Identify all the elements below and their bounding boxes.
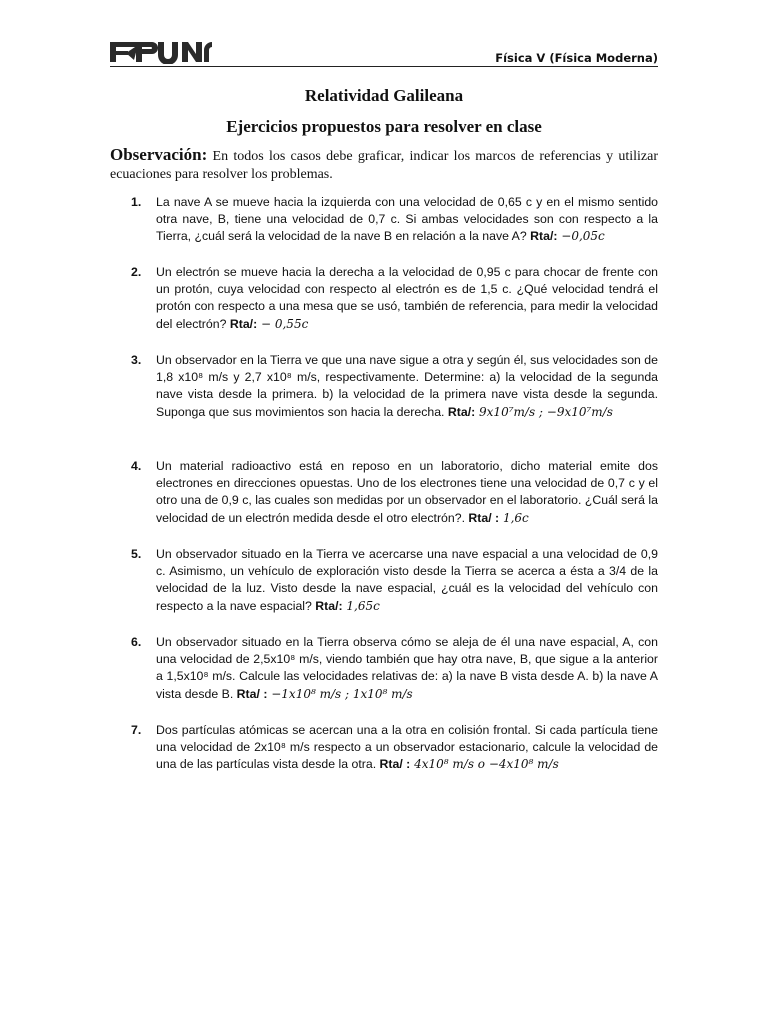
answer-label: Rta/ : bbox=[236, 686, 268, 701]
exercise-text: Un observador en la Tierra ve que una nave sigue a otra y según él, sus velocidades son de 1,8 x10⁸ m/s y 2,7 x10⁸ m/s, respectivamente. Determine: a) la velocidad de la segunda nave vista desde la primera. b) la velocidad de la primera nave vista desde la segunda. Suponga que sus movimientos son hacia la derecha. bbox=[156, 353, 658, 419]
exercise-text: Un observador situado en la Tierra observa cómo se aleja de él una nave espacial, A, con una velocidad de 2,5x10⁸ m/s, viendo también que hay otra nave, B, que sigue a la anterior a 1,5x10⁸ m/s. Calcule las velocidades relativas de: a) la nave B vista desde A. b) la nave A vista desde B. bbox=[156, 635, 658, 701]
exercise-6 bbox=[131, 634, 658, 703]
answer-value: −0,05c bbox=[557, 229, 605, 244]
exercise-4 bbox=[131, 458, 658, 527]
fpuna-logo bbox=[110, 40, 212, 64]
exercise-3 bbox=[131, 352, 658, 421]
exercise-5 bbox=[131, 546, 658, 615]
answer-label: Rta/: bbox=[229, 316, 258, 331]
exercise-text: Un observador situado en la Tierra ve acercarse una nave espacial a una velocidad de 0,9 c. Asimismo, un vehículo de exploración visto desde la Tierra se acerca a ésta a 3/4 de la velocidad de la luz. Visto desde la nave espacial, ¿cuál es la velocidad del vehículo con respecto a la nave espacial? bbox=[156, 547, 658, 613]
answer-value: − 0,55c bbox=[257, 316, 309, 331]
answer-label: Rta/ : bbox=[468, 510, 500, 525]
answer-label: Rta/: bbox=[447, 404, 476, 419]
exercise-7 bbox=[131, 722, 658, 774]
observation-label: Observación: bbox=[110, 145, 208, 164]
answer-label: Rta/: bbox=[315, 598, 343, 613]
observation-paragraph bbox=[110, 146, 658, 184]
answer-value: 1,65c bbox=[342, 598, 380, 613]
course-title: Física V (Física Moderna) bbox=[495, 51, 658, 65]
exercise-text: La nave A se mueve hacia la izquierda con una velocidad de 0,65 c y en el mismo sentido otra nave, B, tiene una velocidad de 0,7 c. Si ambas velocidades son con respecto a la Tierra, ¿cuál será la velocidad de la nave B en relación a la nave A? bbox=[156, 195, 658, 244]
answer-label: Rta/ : bbox=[379, 757, 411, 772]
exercise-number: 1. bbox=[131, 195, 142, 209]
answer-value: 4x10⁸ m/s o −4x10⁸ m/s bbox=[410, 757, 559, 772]
exercise-number: 6. bbox=[131, 635, 142, 649]
observation-text: En todos los casos debe graficar, indicar los marcos de referencias y utilizar ecuaciones para resolver los problemas. bbox=[110, 149, 658, 182]
document-subtitle: Ejercicios propuestos para resolver en clase bbox=[226, 117, 542, 136]
exercise-number: 3. bbox=[131, 353, 142, 367]
answer-value: 1,6c bbox=[499, 510, 529, 525]
exercise-text: Un electrón se mueve hacia la derecha a la velocidad de 0,95 c para chocar de frente con un protón, cuya velocidad con respecto al electrón es de 1,5 c. ¿Qué velocidad tendrá el protón con respecto a una mesa que se usó, también de referencia, para medir la velocidad del electrón? bbox=[156, 265, 658, 331]
answer-value: −1x10⁸ m/s ; 1x10⁸ m/s bbox=[267, 686, 413, 701]
exercise-number: 4. bbox=[131, 459, 142, 473]
exercise-2 bbox=[131, 264, 658, 333]
exercise-text: Un material radioactivo está en reposo en un laboratorio, dicho material emite dos electrones en direcciones opuestas. Uno de los electrones tiene una velocidad de 0,7 c y el otro una de 0,9 c, las cuales son medidas por un observador en el laboratorio. ¿Cuál será la velocidad de un electrón medida desde el otro electrón?. bbox=[156, 459, 658, 525]
document-title: Relatividad Galileana bbox=[304, 86, 464, 105]
answer-value: 9x10⁷m/s ; −9x10⁷m/s bbox=[475, 404, 613, 419]
exercise-number: 5. bbox=[131, 547, 142, 561]
exercise-text: Dos partículas atómicas se acercan una a la otra en colisión frontal. Si cada partícula tiene una velocidad de 2x10⁸ m/s respecto a un observador estacionario, calcule la velocidad de una de las partículas vista desde la otra. bbox=[156, 723, 658, 772]
exercise-number: 7. bbox=[131, 723, 142, 737]
page-header bbox=[110, 40, 658, 67]
answer-label: Rta/: bbox=[530, 229, 558, 244]
exercise-1 bbox=[131, 194, 658, 246]
exercise-number: 2. bbox=[131, 265, 142, 279]
